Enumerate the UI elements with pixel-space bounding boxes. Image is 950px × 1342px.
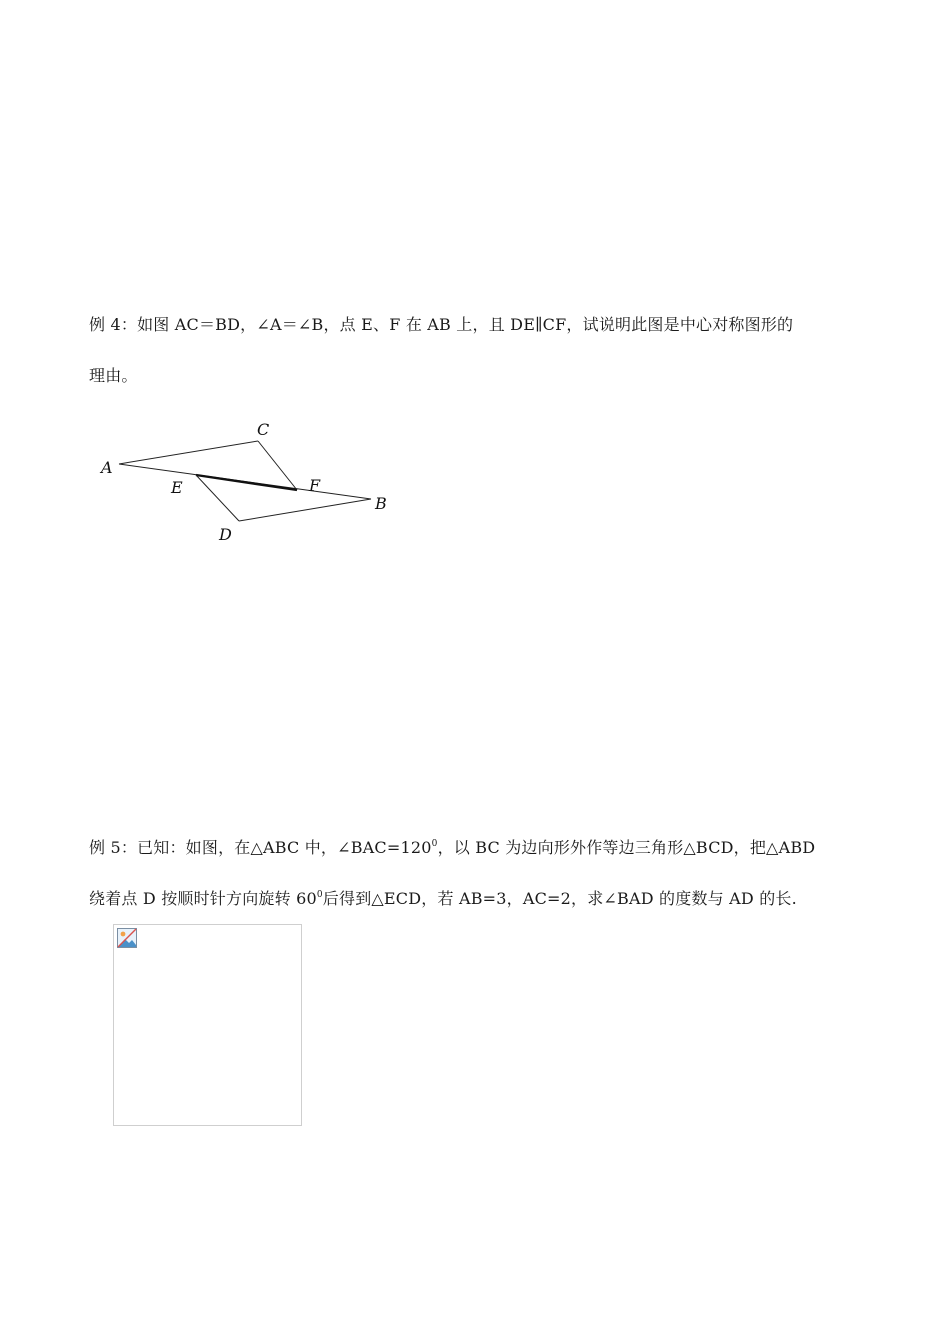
- degree-superscript: 0: [431, 839, 438, 849]
- example5-line1-part2: ，以 BC 为边向形外作等边三角形△BCD，把△ABD: [437, 838, 816, 857]
- segment-cf: [258, 441, 297, 490]
- example5-line1-part1: 例 5：已知：如图，在△ABC 中，∠BAC=120: [89, 838, 432, 857]
- label-d: D: [219, 525, 232, 544]
- label-f: F: [309, 476, 321, 495]
- label-a: A: [101, 458, 113, 477]
- segment-ac: [119, 441, 258, 464]
- segment-db: [239, 499, 371, 521]
- example4-geometry-figure: [95, 415, 400, 550]
- example4-text-line1: 例 4：如图 AC＝BD，∠A＝∠B，点 E、F 在 AB 上，且 DE∥CF，试说明此图是中心对称图形的: [89, 315, 794, 334]
- label-b: B: [375, 494, 387, 513]
- example5-line2-part1: 绕着点 D 按顺时针方向旋转 60: [89, 889, 317, 908]
- broken-image-icon: [116, 927, 138, 949]
- geometry-svg: [95, 415, 400, 550]
- label-e: E: [171, 478, 183, 497]
- segment-ed: [196, 475, 239, 521]
- label-c: C: [257, 420, 270, 439]
- degree-superscript: 0: [316, 890, 323, 900]
- example4-text-line2: 理由。: [89, 366, 138, 385]
- example5-text-line1: [89, 838, 815, 858]
- example5-line2-part2: 后得到△ECD，若 AB=3，AC=2，求∠BAD 的度数与 AD 的长.: [322, 889, 797, 908]
- segment-ef-emphasis: [196, 475, 297, 490]
- example5-text-line2: [89, 889, 797, 909]
- example5-image-placeholder: [113, 924, 302, 1126]
